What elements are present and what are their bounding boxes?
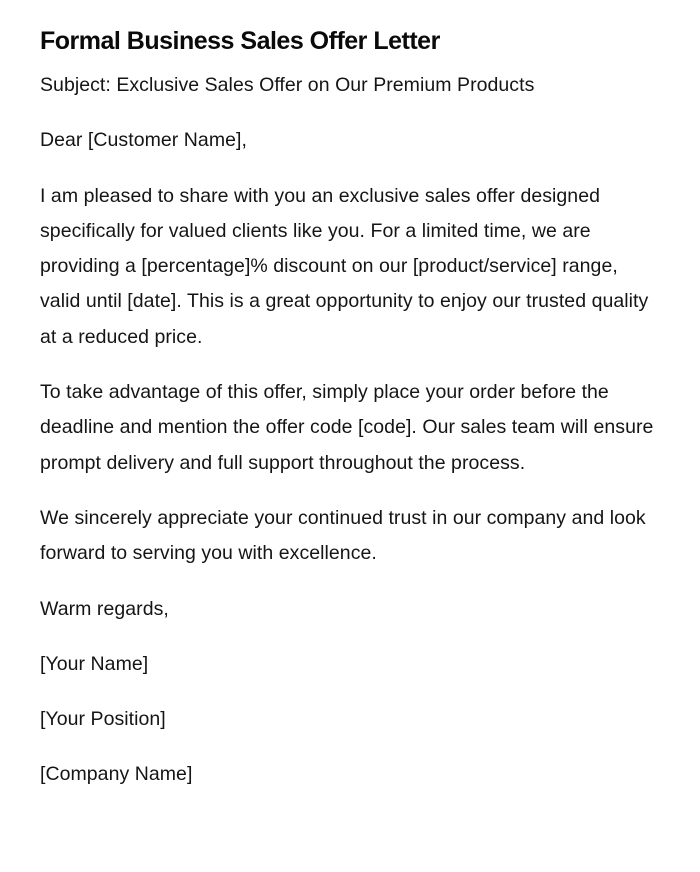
subject-line: Subject: Exclusive Sales Offer on Our Premium Products <box>40 74 535 96</box>
body-paragraph-appreciation: We sincerely appreciate your continued trust in our company and look forward to serving you with excellence. <box>40 506 646 565</box>
salutation: Dear [Customer Name], <box>40 129 247 152</box>
body-paragraph-instructions: To take advantage of this offer, simply place your order before the deadline and mention the offer code [code]. Our sales team will ensure prompt delivery and full support throughout the process. <box>40 381 654 474</box>
document-title: Formal Business Sales Offer Letter <box>40 27 440 55</box>
signature-position: [Your Position] <box>40 708 166 731</box>
signature-name: [Your Name] <box>40 652 149 675</box>
signature-company: [Company Name] <box>40 763 193 786</box>
body-paragraph-offer: I am pleased to share with you an exclusive sales offer designed specifically for valued clients like you. For a limited time, we are providing a [percentage]% discount on our [product/service] range, valid until [date]. This is a great opportunity to enjoy our trusted quality at a reduced price. <box>40 184 649 348</box>
closing: Warm regards, <box>40 597 169 620</box>
